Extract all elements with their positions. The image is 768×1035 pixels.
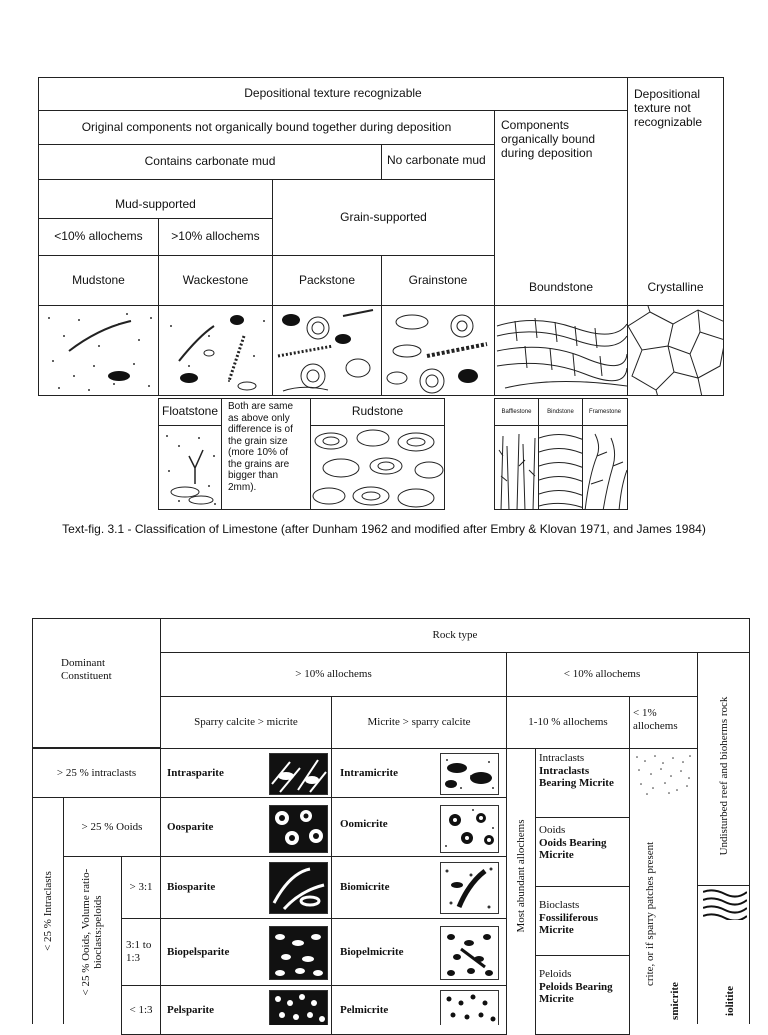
oosparite-thumbnail bbox=[269, 805, 328, 853]
pelsparite-thumbnail bbox=[269, 990, 328, 1025]
grain-supported-header: Grain-supported bbox=[272, 179, 495, 256]
depositional-not-recognizable-header: Depositional texture not recognizable bbox=[627, 77, 724, 396]
contains-mud-header: Contains carbonate mud bbox=[38, 144, 382, 180]
not-organically-bound-header: Original components not organically bound together during deposition bbox=[38, 110, 495, 145]
intrasparite-thumbnail bbox=[269, 753, 328, 795]
micrite-thumbnail bbox=[633, 752, 694, 796]
dismicrite-label: smicrite bbox=[669, 982, 681, 1020]
mudstone-label: Mudstone bbox=[38, 255, 159, 306]
oomicrite-thumbnail bbox=[440, 805, 499, 853]
gt10-allochems-header-2: > 10% allochems bbox=[160, 652, 507, 697]
pelmicrite-thumbnail bbox=[440, 990, 499, 1025]
ratio-gt3-label: > 3:1 bbox=[121, 856, 161, 919]
biopelmicrite-cell: Biopelmicrite bbox=[331, 918, 507, 986]
ratio-lt13-label: < 1:3 bbox=[121, 985, 161, 1035]
ooids-bearing-cell: Ooids Ooids Bearing Micrite bbox=[535, 817, 630, 887]
intrasparite-cell: Intrasparite bbox=[160, 748, 332, 798]
micrite-header: Micrite > sparry calcite bbox=[331, 696, 507, 749]
wackestone-illustration bbox=[158, 305, 273, 396]
rudstone-illustration bbox=[310, 425, 445, 510]
pelsparite-cell: Pelsparite bbox=[160, 985, 332, 1035]
rudstone-label: Rudstone bbox=[310, 398, 445, 426]
oosparite-cell: Oosparite bbox=[160, 797, 332, 857]
biopelmicrite-thumbnail bbox=[440, 926, 499, 980]
lt10-allochems-header-2: < 10% allochems bbox=[506, 652, 698, 697]
pct1-10-header: 1-10 % allochems bbox=[506, 696, 630, 749]
fossiliferous-cell: Bioclasts Fossiliferous Micrite bbox=[535, 886, 630, 956]
intraclasts-bearing-cell: Intraclasts Intraclasts Bearing Micrite bbox=[535, 748, 630, 818]
intramicrite-thumbnail bbox=[440, 753, 499, 795]
boundstone-illustration bbox=[494, 305, 628, 396]
wackestone-label: Wackestone bbox=[158, 255, 273, 306]
lt10-allochems-header: <10% allochems bbox=[38, 218, 159, 256]
bafflestone-illustration bbox=[494, 425, 539, 510]
mudstone-illustration bbox=[38, 305, 159, 396]
volume-ratio-label: < 25 % Ooids, Volume ratio- bioclasts:peloids bbox=[79, 868, 104, 996]
peloids-bearing-cell: Peloids Peloids Bearing Micrite bbox=[535, 955, 630, 1035]
no-mud-header: No carbonate mud bbox=[381, 144, 495, 180]
framestone-illustration bbox=[582, 425, 628, 510]
floatstone-illustration bbox=[158, 425, 222, 510]
bindstone-illustration bbox=[538, 425, 583, 510]
packstone-illustration bbox=[272, 305, 382, 396]
pelmicrite-cell: Pelmicrite bbox=[331, 985, 507, 1035]
bafflestone-label: Bafflestone bbox=[494, 398, 539, 426]
crystalline-label: Crystalline bbox=[647, 280, 704, 294]
intraclasts-row-label: > 25 % intraclasts bbox=[32, 748, 161, 798]
bindstone-label: Bindstone bbox=[538, 398, 583, 426]
intramicrite-cell: Intramicrite bbox=[331, 748, 507, 798]
biolithite-thumbnail bbox=[703, 888, 747, 920]
undisturbed-label: Undisturbed reef and bioherms rock bbox=[718, 696, 730, 856]
sparry-patches-label: crite, or if sparry patches present bbox=[644, 841, 656, 986]
crystalline-illustration bbox=[627, 305, 724, 396]
biosparite-cell: Biosparite bbox=[160, 856, 332, 919]
biopelsparite-thumbnail bbox=[269, 926, 328, 980]
oomicrite-cell: Oomicrite bbox=[331, 797, 507, 857]
gt10-allochems-header: >10% allochems bbox=[158, 218, 273, 256]
grain-size-note: Both are same as above only difference is of the grain size (more 10% of the grains are bigger than 2mm). bbox=[221, 398, 311, 510]
biosparite-thumbnail bbox=[269, 862, 328, 914]
most-abundant-label: Most abundant allochems bbox=[515, 819, 527, 933]
figure-caption: Text-fig. 3.1 - Classification of Limestone (after Dunham 1962 and modified after Embry & Klovan 1971, and James 1984) bbox=[62, 522, 706, 536]
depositional-recognizable-header: Depositional texture recognizable bbox=[38, 77, 628, 111]
biolithite-label: iolitite bbox=[724, 986, 736, 1016]
grainstone-illustration bbox=[381, 305, 495, 396]
rock-type-header: Rock type bbox=[160, 618, 750, 653]
ooids-row-label: > 25 % Ooids bbox=[63, 797, 161, 857]
mud-supported-header: Mud-supported bbox=[38, 179, 273, 219]
organically-bound-header: Components organically bound during deposition bbox=[494, 110, 628, 306]
boundstone-label: Boundstone bbox=[528, 280, 594, 294]
grainstone-label: Grainstone bbox=[381, 255, 495, 306]
lt25-intraclasts-label: < 25 % Intraclasts bbox=[42, 871, 54, 951]
ratio-mid-label: 3:1 to 1:3 bbox=[121, 918, 161, 986]
lt1-header: < 1% allochems bbox=[629, 696, 698, 749]
sparry-header: Sparry calcite > micrite bbox=[160, 696, 332, 749]
biomicrite-cell: Biomicrite bbox=[331, 856, 507, 919]
dominant-constituent-header: Dominant Constituent bbox=[32, 618, 161, 748]
biomicrite-thumbnail bbox=[440, 862, 499, 914]
framestone-label: Framestone bbox=[582, 398, 628, 426]
biopelsparite-cell: Biopelsparite bbox=[160, 918, 332, 986]
floatstone-label: Floatstone bbox=[158, 398, 222, 426]
packstone-label: Packstone bbox=[272, 255, 382, 306]
